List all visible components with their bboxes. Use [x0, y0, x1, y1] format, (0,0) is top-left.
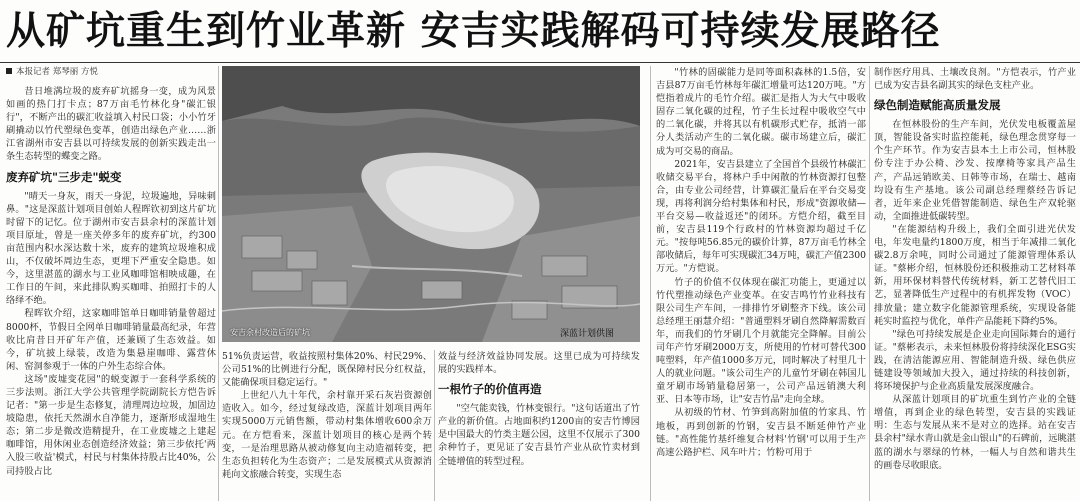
paragraph: 上世纪八九十年代，余村靠开采石灰岩资源创造收入。如今，经过复绿改造，深蓝计划项目两年实现5000万元销售额，带动村集体增收600余万元。在方恺看来，深蓝计划项目的核心是两个转变，一是治理思路从被动修复向主动造福转变，把生态负担转化为生态资产；二是发展模式从资源消耗向文旅融合转变，实现生态	[222, 390, 432, 480]
column-divider	[434, 350, 435, 501]
intro-paragraph: 昔日堆满垃圾的废弃矿坑摇身一变，成为风景如画的热门打卡点；87万亩毛竹林化身"碳汇银行"，不断产出的碳汇收益填入村民口袋；小小竹牙刷撬动以竹代塑绿色变革，创造出绿色产业……浙江省湖州市安吉县以可持续发展的创新实践走出一条生态转型的蝶变之路。	[6, 86, 216, 163]
column-4	[656, 66, 866, 501]
byline-square-icon	[6, 68, 12, 74]
column-3	[438, 350, 640, 501]
paragraph: 效益与经济效益协同发展。这里已成为可持续发展的实践样本。	[438, 351, 640, 376]
byline-text: 本报记者 郑琴丽 方悦	[16, 67, 98, 77]
aerial-photo-illustration	[222, 66, 640, 342]
subheading-bamboo-value: 一根竹子的价值再造	[438, 382, 542, 397]
paragraph: 从深蓝计划项目的矿坑重生到竹产业的全链增值，再到企业的绿色转型，安吉县的实践证明：生态与发展从来不是对立的选择。站在安吉县余村"绿水青山就是金山银山"的石碑前，远眺湛蓝的湖水与翠绿的竹林，一幅人与自然和谐共生的画卷尽收眼底。	[874, 394, 1076, 471]
paragraph: 竹子的价值不仅体现在碳汇功能上，更通过以竹代塑推动绿色产业变革。在安吉鸣竹竹业科技有限公司生产车间，一排排竹牙刷整齐下线。该公司总经理王丽慧介绍："普通塑料牙刷自然降解需数百年，而我们的竹牙刷几个月就能完全降解。目前公司年产竹牙刷2000万支，所使用的竹材可替代300吨塑料，年产值1000多万元，同时解决了村里几十人的就业问题。"该公司生产的儿童竹牙刷在韩国儿童牙刷市场销量稳居第一，公司产品远销澳大利亚、日本等市场，让"安吉竹品"走向全球。	[656, 276, 866, 406]
headline: 从矿坑重生到竹业革新 安吉实践解码可持续发展路径	[6, 9, 941, 54]
column-divider	[869, 66, 870, 501]
paragraph: "竹林的固碳能力是同等面积森林的1.5倍，安吉县87万亩毛竹林每年碳汇增量可达120万吨。"方恺指着成片的毛竹介绍。碳汇是指人为大气中吸收固存二氧化碳的过程，竹子生长过程中吸收空气中的二氧化碳，并将其以有机碳形式贮存，抵消一部分人类活动产生的二氧化碳。碳市场建立后，碳汇成为可交易的商品。	[656, 67, 866, 157]
subheading-mine-pit: 废弃矿坑"三步走"蜕变	[6, 169, 122, 184]
paragraph: "绿色可持续发展是企业走向国际舞台的通行证。"蔡彬表示，未来恒林股份将持续深化ESG实践，在清洁能源应用、智能制造升级、绿色供应链建设等领域加大投入，通过持续的科技创新，将环境保护与企业高质量发展深度融合。	[874, 328, 1076, 393]
paragraph: 制作医疗用具、土壤改良剂。"方恺表示，竹产业已成为安吉县名副其实的绿色支柱产业。	[874, 67, 1076, 92]
paragraph: 2021年，安吉县建立了全国首个县级竹林碳汇收储交易平台，将林户手中闲散的竹林资源打包整合，由专业公司经营，计算碳汇量后在平台交易变现，再将利润分给村集体和村民，形成"资源收储—平台交易—收益返还"的闭环。方恺介绍，截至目前，安吉县119个行政村的竹林资源均超过千亿元。"按每吨56.85元的碳价计算，87万亩毛竹林全部收储后，每年可实现碳汇34万吨，碳汇产值2300万元。"方恺说。	[656, 158, 866, 275]
byline	[6, 66, 216, 79]
paragraph: "晴天一身灰，雨天一身泥，垃圾遍地，异味刺鼻。"这是深蓝计划项目创始人程晖钦初到这片矿坑时留下的记忆。位于湖州市安吉县余村的深蓝计划项目原址，曾是一座关停多年的废弃矿坑，约300亩范围内积水深达数十米，废弃的建筑垃圾堆积成山，不仅破坏周边生态，更埋下严重安全隐患。如今，这里湛蓝的湖水与工业风咖啡馆相映成趣，在工作日的午间，来此排队购买咖啡、拍照打卡的人络绎不绝。	[6, 190, 216, 307]
paragraph: "在能源结构升级上，我们全面引进光伏发电，年发电量约1800万度，相当于年减排二氧化碳2.8万余吨，同时公司通过了能源管理体系认证。"蔡彬介绍，恒林股份还积极推动工艺材料革新，用环保材料替代传统材料，新工艺替代旧工艺，显著降低生产过程中的有机挥发物（VOC）排放量；建立数字化能源管理系统，实现设备能耗实时监控与优化，单件产品能耗下降约5%。	[874, 223, 1076, 327]
photo-credit: 深蓝计划供图	[560, 329, 615, 339]
column-5	[874, 66, 1076, 501]
aerial-photo	[222, 66, 640, 342]
column-2	[222, 350, 432, 501]
column-divider	[650, 66, 651, 501]
paragraph: 程晖钦介绍，这家咖啡馆单日咖啡销量曾超过8000杯，节假日全网单日咖啡销量最高纪录，年营收比肩昔日开矿年产值，还兼顾了生态效益。如今，矿坑披上绿装，改造为集悬崖咖啡、露营休闲、窑洞参观于一体的户外生态综合体。	[6, 308, 216, 372]
column-1	[6, 66, 216, 501]
photo-caption: 安吉余村改造后的矿坑	[230, 328, 310, 337]
column-divider	[218, 66, 219, 501]
paragraph: 51%负责运营，收益按照村集体20%、村民29%、公司51%的比例进行分配，既保障村民分红权益，又能确保项目稳定运行。"	[222, 351, 432, 389]
paragraph: "空气能卖钱，竹林变银行。"这句话道出了竹产业的新价值。占地面积约1200亩的安吉竹博园是中国最大的竹类主题公园，这里不仅展示了300余种竹子，更见证了安吉县竹产业从砍竹卖材到全链增值的转型过程。	[438, 403, 640, 467]
headline-rule-top	[0, 62, 1080, 63]
paragraph: 这场"废墟变花园"的蜕变源于一套科学系统的三步法则。浙江大学公共管理学院副院长方恺告诉记者："第一步是生态修复，清理周边垃圾，加固边坡隐患，依托天然湖水自净能力，逐渐形成湿地生态；第二步是微改造精提升，在工业废墟之上建起咖啡馆，用休闲业态创造经济效益；第三步依托'两入股三收益'模式，村民与村集体持股占比40%，公司持股占比	[6, 373, 216, 477]
subheading-green-manufacturing: 绿色制造赋能高质量发展	[874, 98, 1001, 113]
paragraph: 从初级的竹材、竹笋到高附加值的竹家具、竹地板，再到创新的竹钢，安吉县不断延伸竹产业链。"高性能竹基纤维复合材料'竹钢'可以用于生产高速公路护栏、风车叶片；竹粉可用于	[656, 407, 866, 458]
paragraph: 在恒林股份的生产车间，光伏发电板覆盖屋顶，智能设备实时监控能耗，绿色理念贯穿每一个生产环节。作为安吉县本土上市公司，恒林股份专注于办公椅、沙发、按摩椅等家具产品生产，产品远销欧美、日韩等市场，在瑞士、越南均设有生产基地。该公司副总经理蔡经告诉记者，近年来企业凭借智能制造、绿色生产双轮驱动，全面推进低碳转型。	[874, 119, 1076, 222]
